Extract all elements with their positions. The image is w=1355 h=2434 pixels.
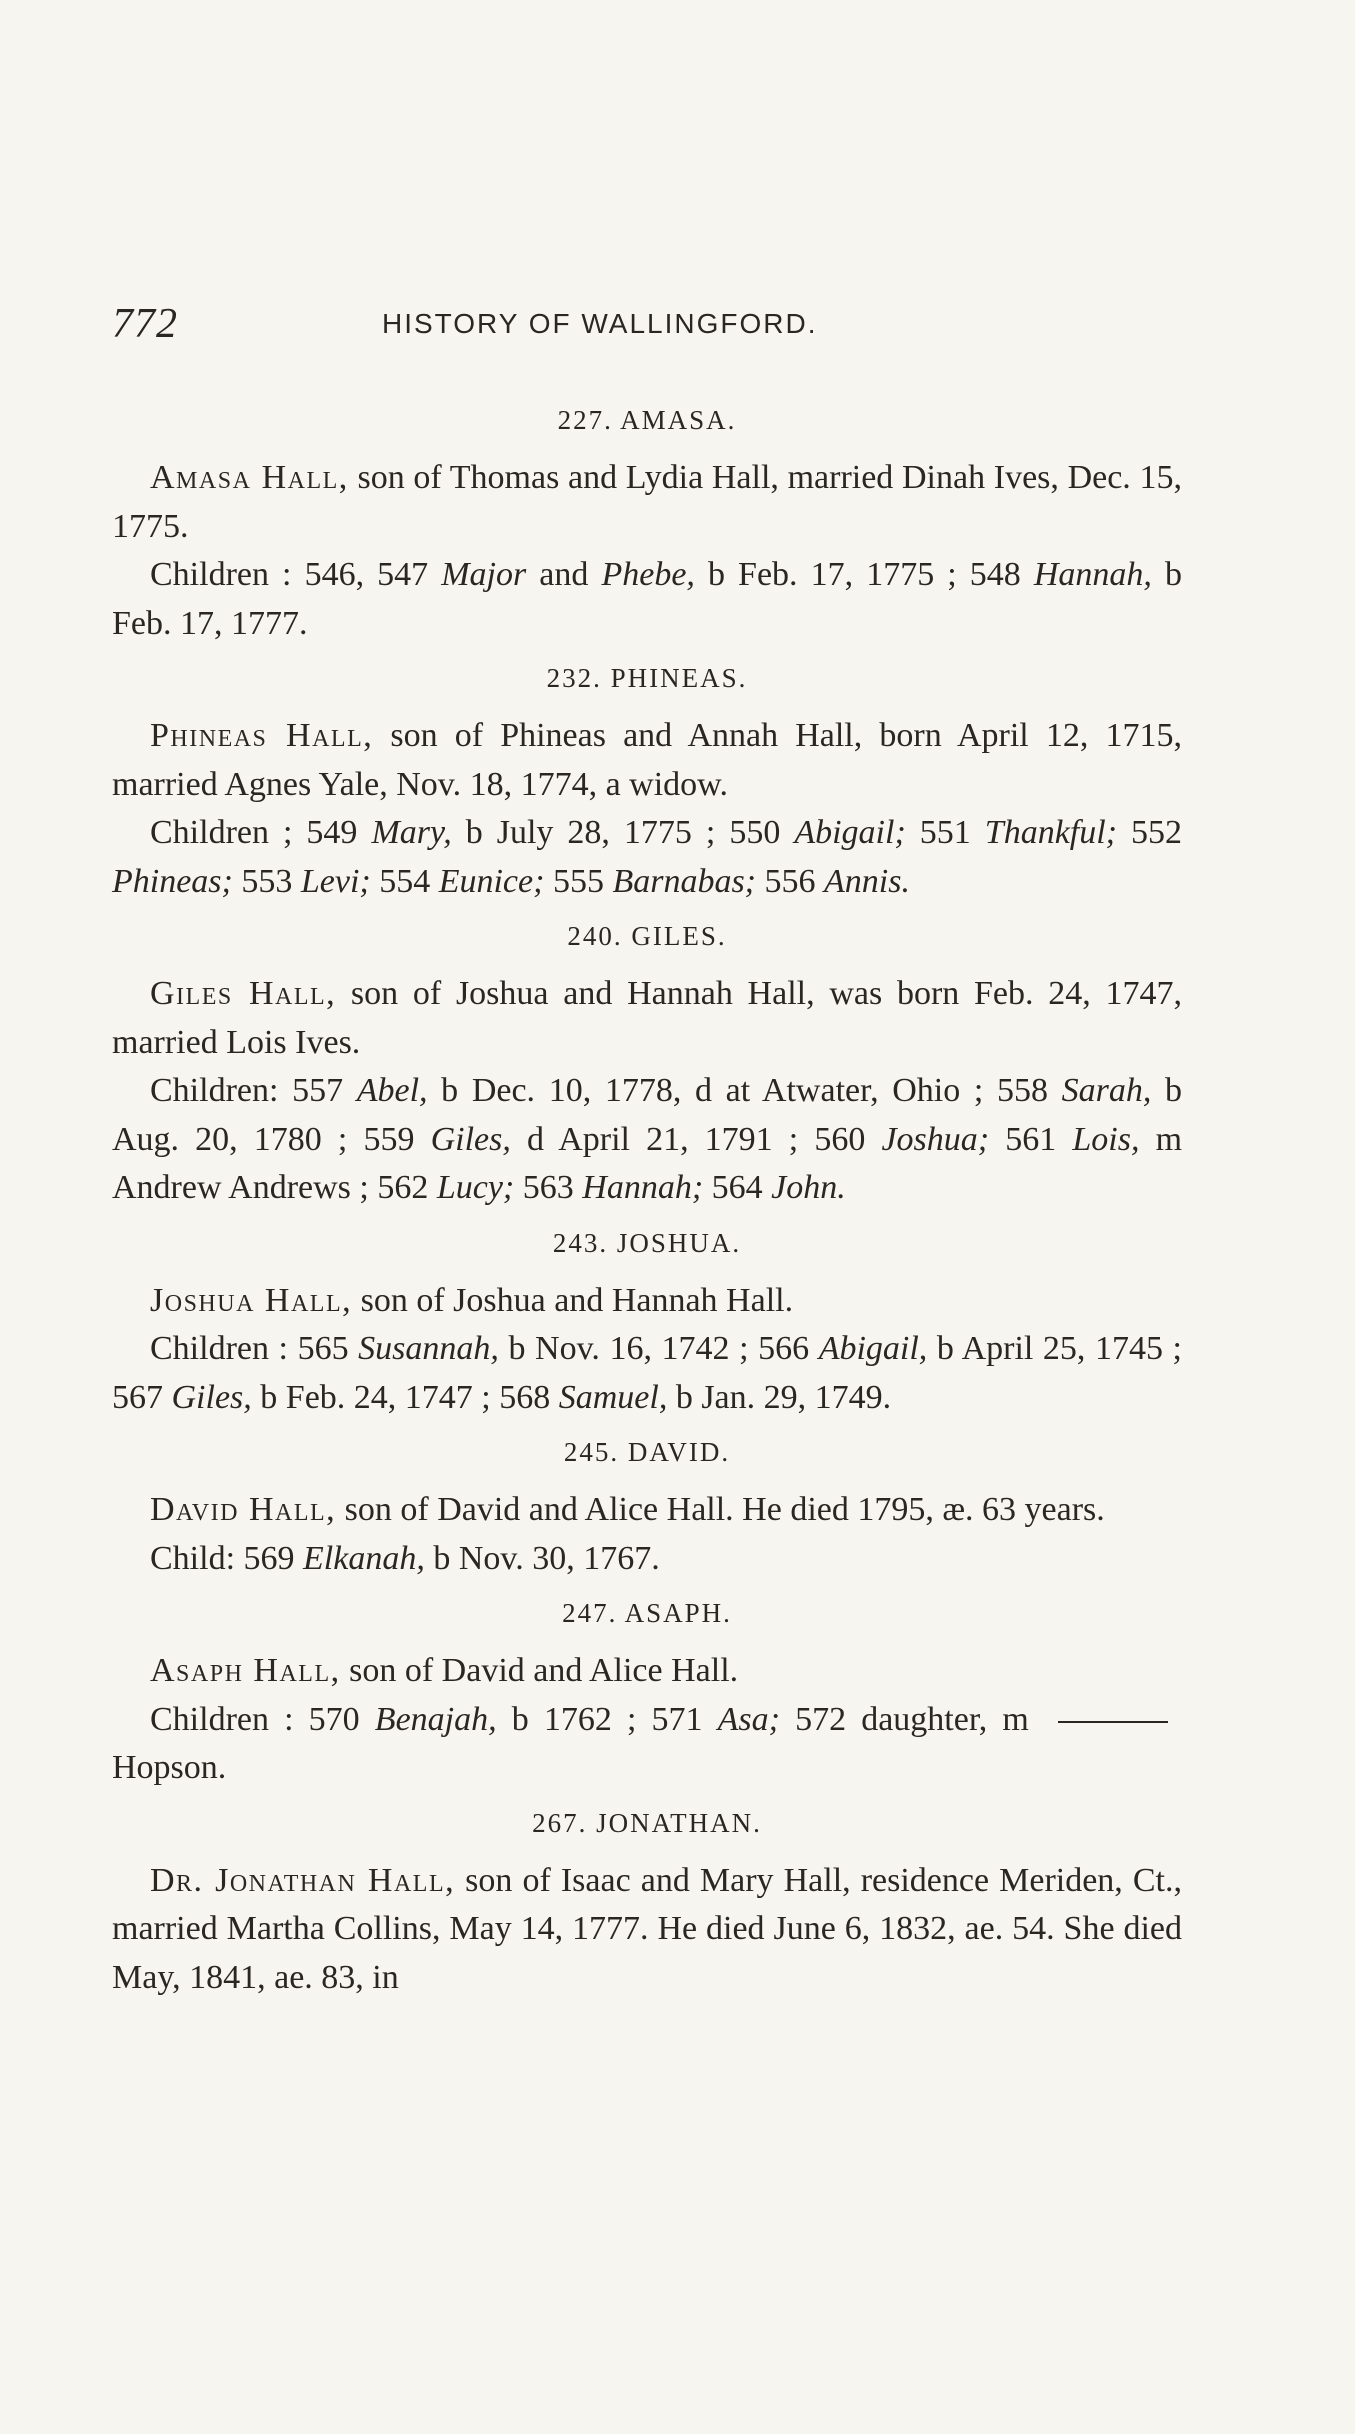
genealogy-entries [112, 390, 1182, 2002]
entry-heading: 267. JONATHAN. [532, 1807, 762, 1838]
entry-text: 555 [544, 862, 613, 900]
entry-text: b Nov. 30, 1767. [424, 1539, 660, 1577]
entry-paragraph [112, 970, 1182, 1067]
entry-joshua [112, 1223, 1182, 1423]
entry-paragraph [112, 1647, 1182, 1696]
person-name: Dr. Jonathan Hall, [150, 1861, 456, 1899]
child-name: Annis. [824, 862, 910, 900]
entry-text: b Feb. 24, 1747 ; 568 [251, 1378, 559, 1416]
child-name: Benajah, [374, 1700, 497, 1738]
entry-text: Children : 546, 547 [150, 556, 442, 593]
entry-text: Hopson. [112, 1749, 227, 1786]
children-paragraph [112, 551, 1182, 648]
child-name: Abigail, [818, 1330, 928, 1367]
children-paragraph [112, 1696, 1182, 1793]
entry-text: b Feb. 17, 1775 ; 548 [694, 556, 1034, 593]
child-name: Hannah; [582, 1169, 704, 1206]
entry-text: 551 [905, 814, 985, 851]
child-name: Mary, [371, 814, 452, 851]
entry-david [112, 1432, 1182, 1583]
child-name: John. [771, 1169, 846, 1206]
entry-text: and [526, 556, 602, 593]
entry-text: son of Joshua and Hannah Hall. [352, 1281, 794, 1319]
child-name: Sarah, [1061, 1072, 1152, 1109]
children-paragraph [112, 1325, 1182, 1422]
children-paragraph [112, 1067, 1182, 1213]
child-name: Abigail; [794, 814, 906, 851]
entry-asaph [112, 1593, 1182, 1793]
child-name: Samuel, [558, 1378, 668, 1416]
entry-text: son of Thomas and Lydia Hall, married Dinah Ives, Dec. 15, 1775. [112, 459, 1182, 545]
entry-heading: 232. PHINEAS. [546, 663, 748, 693]
entry-text: 553 [232, 862, 301, 900]
child-name: Asa; [717, 1700, 780, 1738]
entry-amasa [112, 400, 1182, 648]
entry-text: son of David and Alice Hall. He died 1795, æ. 63 years. [336, 1491, 1105, 1528]
child-name: Giles, [430, 1120, 511, 1158]
entry-jonathan [112, 1803, 1182, 2003]
child-name: Abel, [356, 1072, 428, 1109]
entry-heading: 247. ASAPH. [562, 1598, 732, 1628]
entry-text: 561 [989, 1120, 1073, 1158]
entry-text: 572 daughter, m [779, 1700, 1044, 1738]
entry-text: b July 28, 1775 ; 550 [451, 814, 795, 851]
child-name: Elkanah, [303, 1539, 425, 1577]
entry-heading: 243. JOSHUA. [552, 1227, 742, 1258]
entry-text: son of Phineas and Annah Hall, born April 12, 1715, married Agnes Yale, Nov. 18, 1774, a widow. [112, 717, 1182, 803]
entry-text: 564 [703, 1169, 772, 1206]
entry-text: son of David and Alice Hall. [340, 1652, 739, 1689]
entry-text: b Aug. 20, 1780 ; 559 [112, 1072, 1182, 1158]
child-name: Major [441, 556, 527, 593]
entry-text: son of Isaac and Mary Hall, residence Meriden, Ct., married Martha Collins, May 14, 1777. He died June 6, 1832, ae. 54. She died May, 1841, ae. 83, in [112, 1861, 1182, 1996]
entry-text: 556 [756, 862, 824, 900]
children-paragraph [112, 1535, 1182, 1584]
entry-text: Child: 569 [150, 1539, 304, 1577]
entry-text: Children : 570 [150, 1700, 375, 1738]
name-blank-dash [1058, 1721, 1168, 1723]
child-name: Barnabas; [612, 862, 756, 900]
entry-text: b Feb. 17, 1777. [112, 556, 1182, 642]
entry-text: d April 21, 1791 ; 560 [510, 1120, 882, 1158]
child-name: Giles, [171, 1378, 252, 1416]
child-name: Thankful; [984, 814, 1117, 851]
page-title: HISTORY OF WALLINGFORD. [382, 308, 818, 339]
page-number: 772 [112, 301, 178, 347]
child-name: Phineas; [112, 862, 233, 900]
entry-text: b Dec. 10, 1778, d at Atwater, Ohio ; 558 [427, 1072, 1062, 1109]
child-name: Lois, [1072, 1120, 1140, 1158]
person-name: Giles Hall, [150, 975, 337, 1012]
person-name: Phineas Hall, [150, 717, 374, 754]
child-name: Eunice; [438, 862, 545, 900]
person-name: Amasa Hall, [150, 459, 349, 496]
entry-paragraph [112, 712, 1182, 809]
person-name: Joshua Hall, [150, 1281, 353, 1319]
entry-paragraph [112, 1857, 1182, 2003]
entry-paragraph [112, 454, 1182, 551]
entry-text: b Nov. 16, 1742 ; 566 [498, 1330, 819, 1367]
entry-text: 563 [514, 1169, 583, 1206]
entry-giles [112, 916, 1182, 1213]
child-name: Lucy; [436, 1169, 515, 1206]
entry-text: Children : 565 [150, 1330, 359, 1367]
entry-heading: 245. DAVID. [563, 1437, 731, 1467]
entry-heading: 240. GILES. [567, 921, 727, 951]
entry-heading: 227. AMASA. [557, 405, 737, 435]
entry-text: son of Joshua and Hannah Hall, was born Feb. 24, 1747, married Lois Ives. [112, 975, 1183, 1061]
entry-text: b Jan. 29, 1749. [667, 1378, 892, 1416]
entry-phineas [112, 658, 1182, 906]
entry-text: 554 [370, 862, 439, 900]
person-name: Asaph Hall, [150, 1652, 341, 1689]
entry-paragraph [112, 1277, 1182, 1326]
children-paragraph [112, 809, 1182, 906]
entry-text: Children: 557 [150, 1072, 357, 1109]
entry-text: 552 [1117, 814, 1182, 851]
person-name: David Hall, [150, 1491, 337, 1528]
entry-text: m Andrew Andrews ; 562 [112, 1120, 1183, 1206]
child-name: Hannah, [1033, 556, 1152, 593]
child-name: Phebe, [601, 556, 695, 593]
entry-text: Children ; 549 [150, 814, 372, 851]
child-name: Joshua; [881, 1120, 990, 1158]
child-name: Susannah, [358, 1330, 499, 1367]
entry-text: b April 25, 1745 ; 567 [112, 1330, 1182, 1416]
running-head [112, 300, 1182, 360]
entry-paragraph [112, 1486, 1182, 1535]
entry-text: b 1762 ; 571 [496, 1700, 718, 1738]
child-name: Levi; [300, 862, 371, 900]
